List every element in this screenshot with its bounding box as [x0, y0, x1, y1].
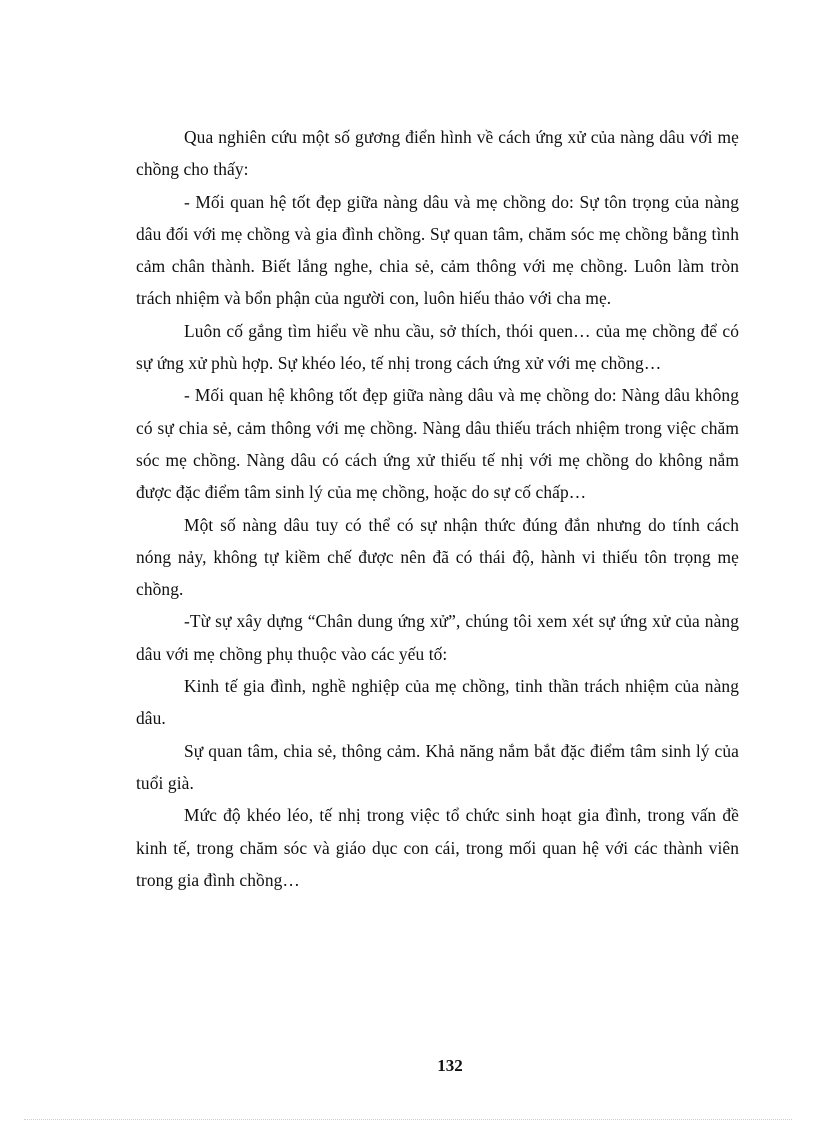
paragraph: Sự quan tâm, chia sẻ, thông cảm. Khả năng nắm bắt đặc điểm tâm sinh lý của tuổi già.: [136, 740, 739, 793]
paragraph: - Mối quan hệ không tốt đẹp giữa nàng dâu và mẹ chồng do: Nàng dâu không có sự chia sẻ, cảm thông với mẹ chồng. Nàng dâu thiếu trách nhiệm trong việc chăm sóc mẹ chồng. Nàng dâu có cách ứng xử thiếu tế nhị với mẹ chồng do không nắm được đặc điểm tâm sinh lý của mẹ chồng, hoặc do sự cố chấp…: [136, 385, 739, 503]
body-text: [136, 121, 739, 896]
paragraph: - Mối quan hệ tốt đẹp giữa nàng dâu và mẹ chồng do: Sự tôn trọng của nàng dâu đối với mẹ chồng và gia đình chồng. Sự quan tâm, chăm sóc mẹ chồng bằng tình cảm chân thành. Biết lắng nghe, chia sẻ, cảm thông với mẹ chồng. Luôn làm tròn trách nhiệm và bổn phận của người con, luôn hiếu thảo với cha mẹ.: [136, 191, 739, 309]
paragraph: Mức độ khéo léo, tế nhị trong việc tổ chức sinh hoạt gia đình, trong vấn đề kinh tế, trong chăm sóc và giáo dục con cái, trong mối quan hệ với các thành viên trong gia đình chồng…: [136, 805, 739, 890]
paragraph: Kinh tế gia đình, nghề nghiệp của mẹ chồng, tinh thần trách nhiệm của nàng dâu.: [136, 676, 739, 729]
footer-divider: [24, 1119, 792, 1120]
paragraph: Luôn cố gắng tìm hiểu về nhu cầu, sở thích, thói quen… của mẹ chồng để có sự ứng xử phù hợp. Sự khéo léo, tế nhị trong cách ứng xử với mẹ chồng…: [136, 320, 739, 374]
paragraph: Qua nghiên cứu một số gương điển hình về cách ứng xử của nàng dâu với mẹ chồng cho thấy:: [136, 127, 739, 180]
paragraph: Một số nàng dâu tuy có thể có sự nhận thức đúng đắn nhưng do tính cách nóng nảy, không tự kiềm chế được nên đã có thái độ, hành vi thiếu tôn trọng mẹ chồng.: [136, 514, 739, 600]
page-number: 132: [437, 1056, 463, 1075]
paragraph: -Từ sự xây dựng “Chân dung ứng xử”, chúng tôi xem xét sự ứng xử của nàng dâu với mẹ chồng phụ thuộc vào các yếu tố:: [136, 611, 739, 664]
